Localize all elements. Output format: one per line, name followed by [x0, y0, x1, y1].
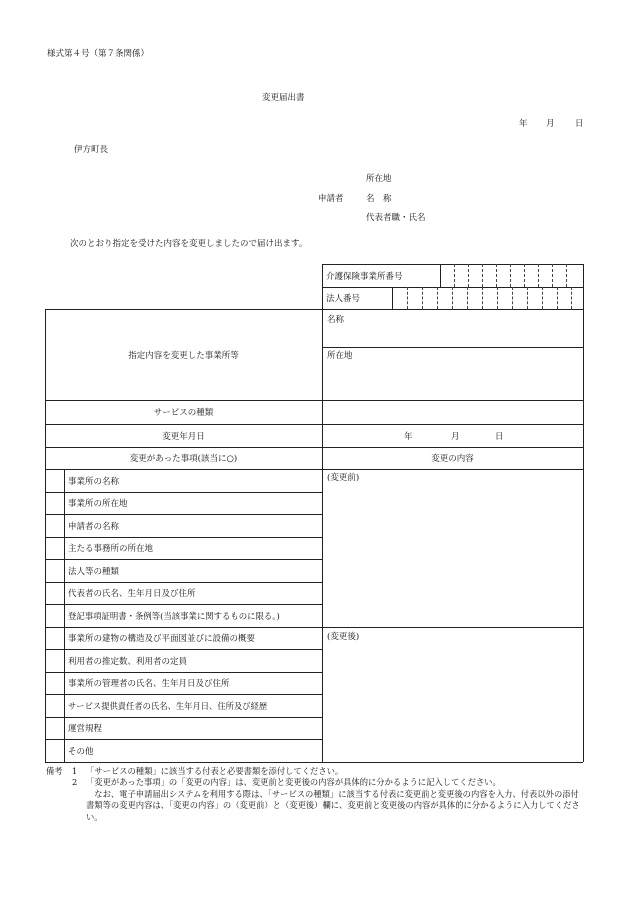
- date-day-label: 日: [575, 119, 584, 129]
- item-user-capacity: 利用者の推定数、利用者の定員: [68, 656, 188, 667]
- changed-items-header: 変更があった事項(該当に○): [129, 454, 238, 464]
- office-name-label: 名称: [327, 315, 345, 325]
- applicant-representative-label: 代表者職・氏名: [366, 213, 426, 223]
- remarks-label: 備考: [46, 766, 63, 776]
- change-date-label: 変更年月日: [162, 431, 205, 442]
- item-operating-rules: 運営規程: [68, 724, 103, 734]
- after-change-label: (変更後): [327, 632, 360, 642]
- item-service-manager-info: サービス提供責任者の氏名、生年月日、住所及び経歴: [68, 700, 268, 711]
- date-year-label: 年: [519, 119, 528, 129]
- item-office-address: 事業所の所在地: [68, 499, 128, 509]
- note-1-text: 「サービスの種類」に該当する付表と必要書類を添付してください。: [86, 766, 344, 776]
- note-2-number: 2: [72, 777, 78, 788]
- before-change-label: (変更前): [327, 473, 360, 483]
- service-type-label: サービスの種類: [153, 408, 214, 418]
- item-representative-info: 代表者の氏名、生年月日及び住所: [68, 589, 196, 599]
- item-corporation-type: 法人等の種類: [68, 566, 120, 577]
- applicant-address-label: 所在地: [366, 174, 392, 184]
- applicant-name-label: 名 称: [366, 194, 392, 204]
- note-2-supplement-text: なお、電子申請届出システムを利用する際は、「サービスの種類」に該当する付表に変更前と変更後の内容を入力、付表以外の添付書類等の変更内容は、「変更の内容」の（変更前）と（変更後）欄に、変更前と変更後の内容が具体的に分かるように入力してください。: [86, 788, 580, 822]
- item-office-name: 事業所の名称: [68, 476, 120, 487]
- remarks: [46, 766, 586, 823]
- item-applicant-name: 申請者の名称: [68, 521, 120, 532]
- item-manager-info: 事業所の管理者の氏名、生年月日及び住所: [68, 679, 230, 689]
- item-registration-certificate: 登記事項証明書・条例等(当該事業に関するものに限る。): [68, 610, 280, 621]
- office-section-label: 指定内容を変更した事業所等: [128, 350, 239, 361]
- form-number: 様式第４号（第７条関係）: [47, 49, 150, 59]
- change-date-month: 月: [451, 431, 460, 442]
- page-title: 変更届出書: [262, 93, 305, 103]
- item-building-structure: 事業所の建物の構造及び平面図並びに設備の概要: [68, 634, 256, 644]
- care-insurance-number-label: 介護保険事業所番号: [326, 271, 403, 282]
- change-content-header: 変更の内容: [431, 454, 474, 464]
- item-other: その他: [68, 746, 94, 757]
- date-month-label: 月: [546, 119, 555, 129]
- addressee: 伊方町長: [74, 145, 109, 155]
- note-2-text: 「変更があった事項」の「変更の内容」は、変更前と変更後の内容が具体的に分かるように記入してください。: [86, 777, 501, 788]
- change-date-year: 年: [404, 431, 413, 442]
- note-1-number: 1: [72, 766, 78, 776]
- office-address-label: 所在地: [327, 351, 353, 361]
- intro-text: 次のとおり指定を受けた内容を変更しましたので届け出ます。: [70, 239, 308, 249]
- applicant-label: 申請者: [318, 194, 344, 204]
- corporate-number-label: 法人番号: [326, 294, 361, 304]
- item-main-office-address: 主たる事務所の所在地: [68, 544, 154, 554]
- change-date-day: 日: [495, 431, 504, 442]
